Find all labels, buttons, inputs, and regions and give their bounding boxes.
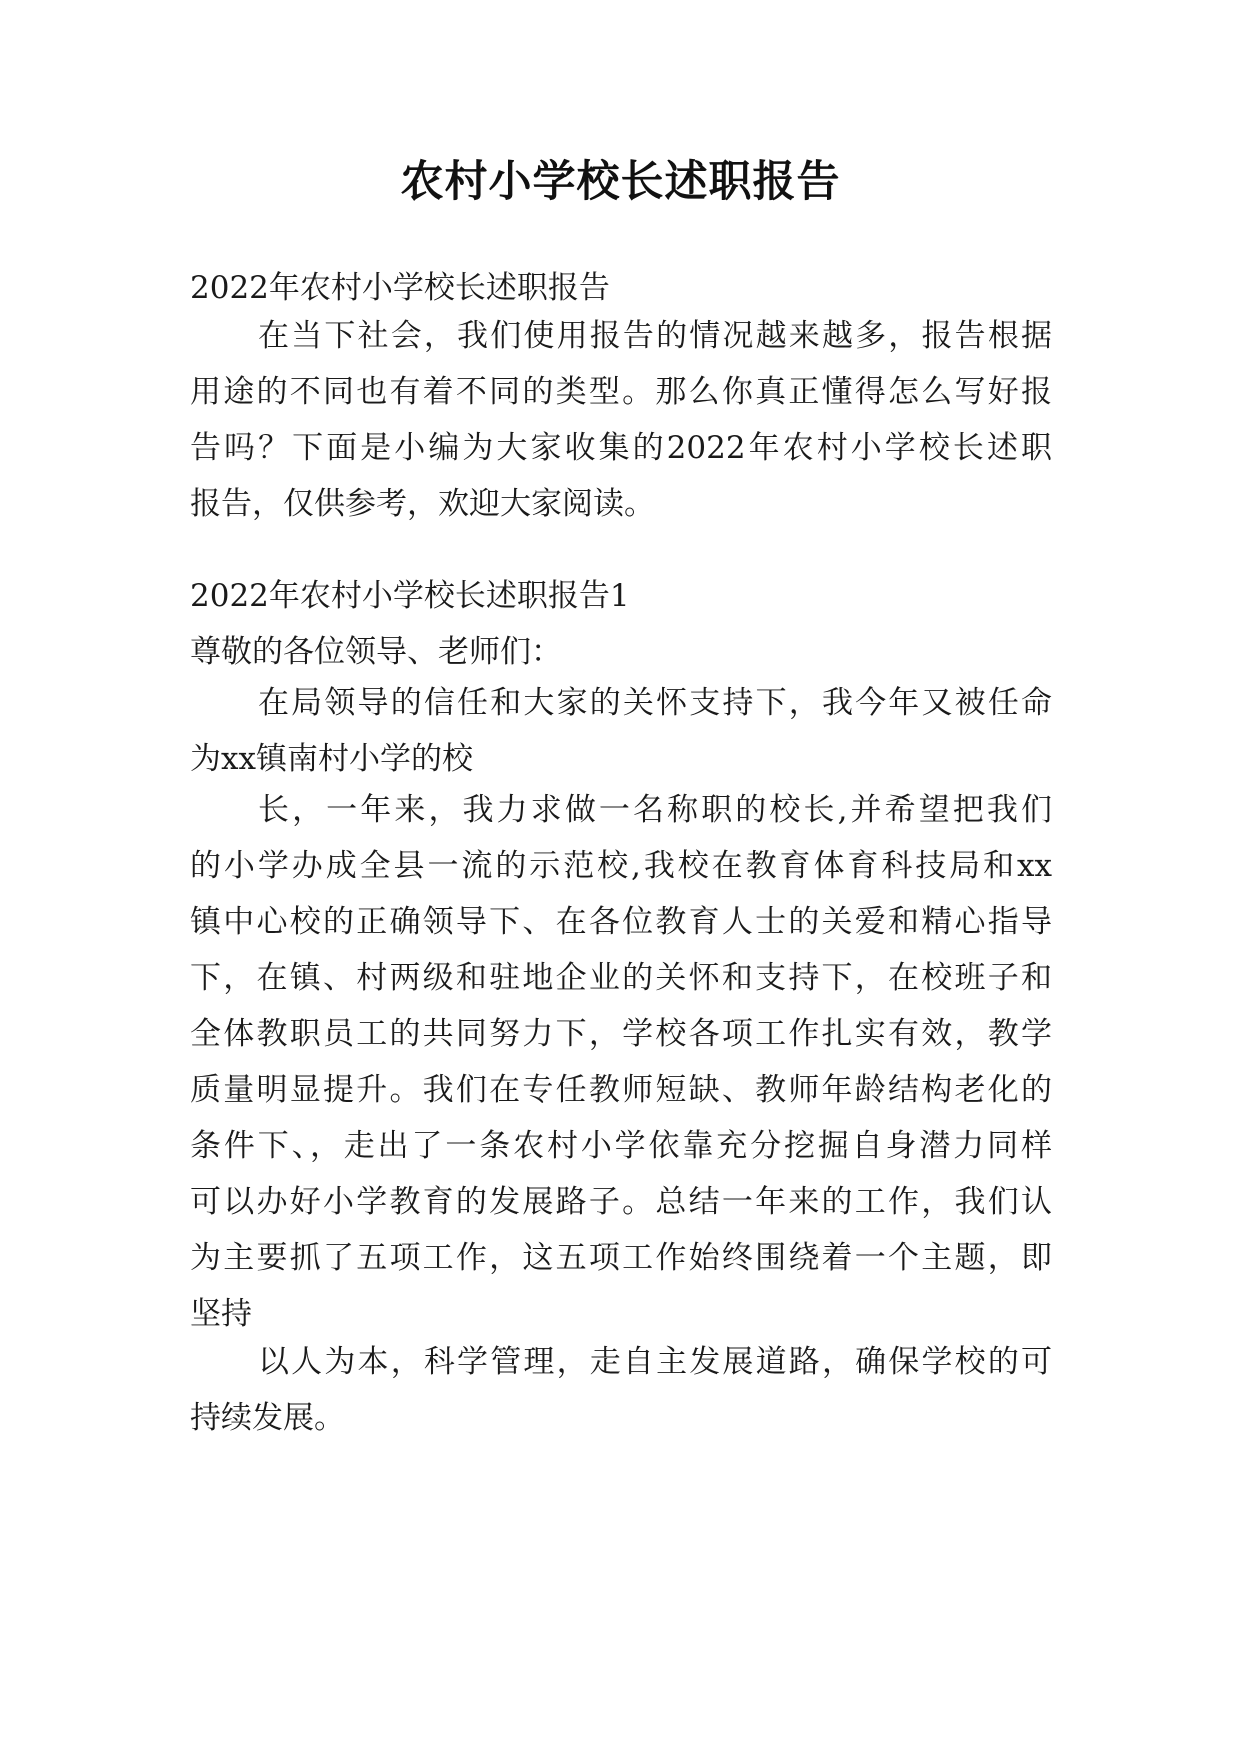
paragraph-line: 为xx镇南村小学的校	[190, 741, 473, 777]
intro-paragraph	[190, 308, 1052, 532]
paragraph-1	[190, 675, 1052, 787]
paragraph-line: 条件下、，走出了一条农村小学依靠充分挖掘自身潜力同样	[190, 1128, 1052, 1164]
paragraph-3	[190, 1334, 1052, 1446]
paragraph-line: 在当下社会，我们使用报告的情况越来越多，报告根据	[258, 318, 1052, 354]
paragraph-line: 为主要抓了五项工作，这五项工作始终围绕着一个主题，即	[190, 1240, 1052, 1276]
paragraph-line: 以人为本，科学管理，走自主发展道路，确保学校的可	[258, 1344, 1052, 1380]
paragraph-line: 报告，仅供参考，欢迎大家阅读。	[190, 486, 655, 522]
paragraph-line: 可以办好小学教育的发展路子。总结一年来的工作，我们认	[190, 1184, 1052, 1220]
section-heading: 2022年农村小学校长述职报告1	[190, 578, 630, 614]
paragraph-line: 用途的不同也有着不同的类型。那么你真正懂得怎么写好报	[190, 374, 1052, 410]
paragraph-line: 坚持	[190, 1296, 252, 1332]
paragraph-line: 告吗？下面是小编为大家收集的2022年农村小学校长述职	[190, 430, 1052, 466]
paragraph-line: 长，一年来，我力求做一名称职的校长,并希望把我们	[258, 792, 1052, 828]
document-subtitle: 2022年农村小学校长述职报告	[190, 270, 610, 306]
paragraph-line: 下，在镇、村两级和驻地企业的关怀和支持下，在校班子和	[190, 960, 1052, 996]
paragraph-line: 全体教职员工的共同努力下，学校各项工作扎实有效，教学	[190, 1016, 1052, 1052]
paragraph-line: 在局领导的信任和大家的关怀支持下，我今年又被任命	[258, 685, 1052, 721]
paragraph-line: 的小学办成全县一流的示范校,我校在教育体育科技局和xx	[190, 848, 1052, 884]
salutation: 尊敬的各位领导、老师们：	[190, 634, 562, 670]
paragraph-2	[190, 782, 1052, 1342]
section-heading-block	[190, 568, 1052, 680]
paragraph-line: 持续发展。	[190, 1400, 345, 1436]
document-title: 农村小学校长述职报告	[400, 157, 841, 207]
paragraph-line: 镇中心校的正确领导下、在各位教育人士的关爱和精心指导	[190, 904, 1052, 940]
paragraph-line: 质量明显提升。我们在专任教师短缺、教师年龄结构老化的	[190, 1072, 1052, 1108]
